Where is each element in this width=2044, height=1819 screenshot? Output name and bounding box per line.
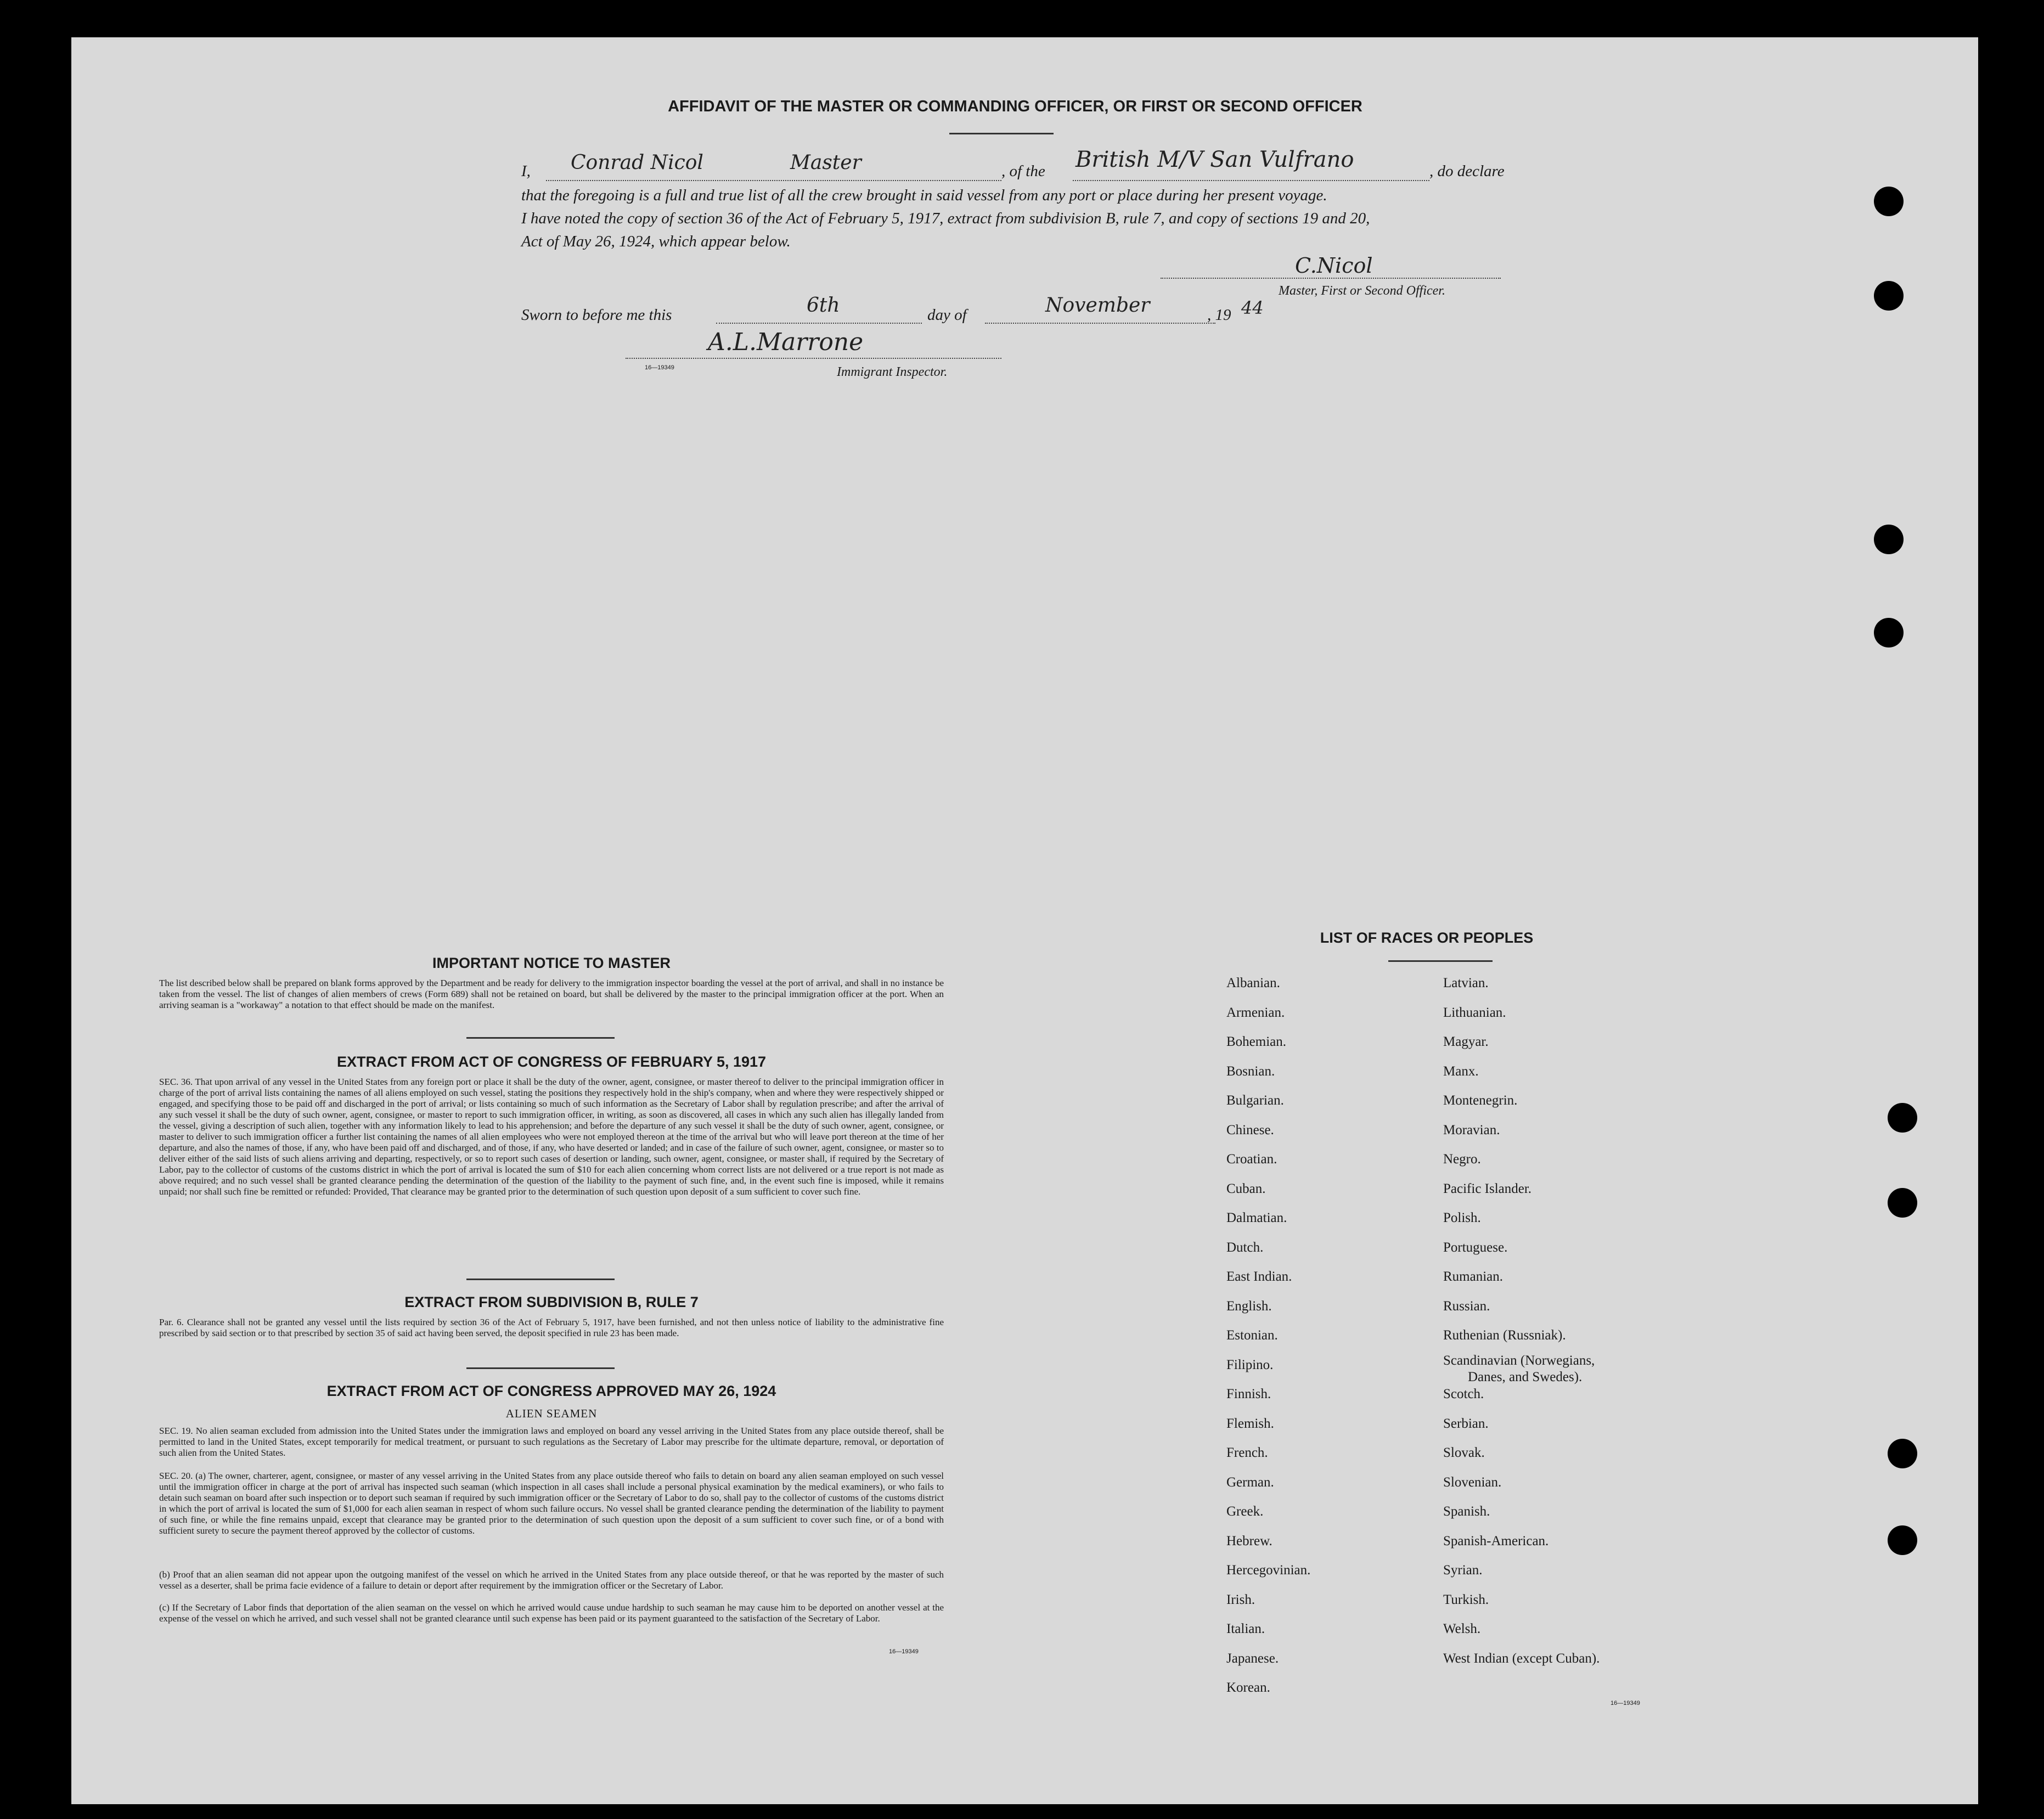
race-item: Polish. <box>1443 1210 1481 1225</box>
month-line <box>985 323 1215 324</box>
race-item: Syrian. <box>1443 1563 1483 1578</box>
race-item: Armenian. <box>1226 1005 1285 1020</box>
master-signature: C.Nicol <box>1295 254 1373 278</box>
race-item: Dalmatian. <box>1226 1210 1287 1225</box>
extract-rule7-title: EXTRACT FROM SUBDIVISION B, RULE 7 <box>404 1294 699 1310</box>
vessel-line <box>1073 180 1429 181</box>
race-item: Rumanian. <box>1443 1269 1504 1284</box>
punch-hole <box>1874 187 1904 216</box>
punch-hole <box>1874 525 1904 554</box>
race-item: French. <box>1226 1445 1268 1460</box>
sec-19-body: SEC. 19. No alien seaman excluded from admission into the United States under the immigration laws and employed on board any vessel arriving in the United States from any place outside thereof, shall be permitted to land in the United States, except temporarily for medical treatment, or pursuant to such regulations as the Secretary of Labor may prescribe for the ultimate departure, removal, or deportation of such alien from the United States. <box>159 1426 944 1458</box>
race-item: Pacific Islander. <box>1443 1181 1532 1196</box>
affidavit-line-4: Act of May 26, 1924, which appear below. <box>521 233 791 250</box>
day-of-label: day of <box>927 306 967 324</box>
extract-1924-title: EXTRACT FROM ACT OF CONGRESS APPROVED MAY 26, 1924 <box>326 1383 776 1399</box>
race-item: Lithuanian. <box>1443 1005 1506 1020</box>
notice-body: The list described below shall be prepared on blank forms approved by the Department and be ready for delivery to the immigration inspector boarding the vessel at the port of arrival, and shall in no instance be taken from the vessel. The list of changes of alien members of crews (Form 689) shall not be retained on board, but shall be delivered by the master to the principal immigration officer at the port. When an arriving seaman is a "workaway" a notation to that effect should be made on the manifest. <box>159 978 944 1010</box>
extract-1917-body: SEC. 36. That upon arrival of any vessel in the United States from any foreign port or place it shall be the duty of the owner, agent, consignee, or master thereof to deliver to the principal immigration officer in charge of the port of arrival lists containing the names of all aliens employed on such vessel, stating the positions they respectively hold in the ship's company, when and where they were respectively shipped or engaged, and specifying those to be paid off and discharged in the port of arrival; or lists containing so much of such information as the Secretary of Labor shall by regulation prescribe; and after the arrival of any such vessel it shall be the duty of such owner, agent, consignee, or master to report to such immigration officer, in writing, as soon as discovered, all cases in which any such alien has illegally landed from the vessel, giving a description of such alien, together with any information likely to lead to his apprehension; and before the departure of any such vessel it shall be the duty of such owner, agent, consignee, or master to deliver to such immigration officer a further list containing the names of all alien employees who were not employed thereon at the time of the arrival but who will leave port thereon at the time of her departure, and also the names of those, if any, who have been paid off and discharged, and of those, if any, who have deserted or landed; and in case of the failure of such owner, agent, consignee, or master so to deliver either of the said lists of such aliens arriving and departing, respectively, or so to report such cases of desertion or landing, such owner, agent, consignee, or master shall, if required by the Secretary of Labor, pay to the collector of customs of the customs district in which the port of arrival is located the sum of $10 for each alien concerning whom correct lists are not delivered or a true report is not made as above required; and no such vessel shall be granted clearance pending the determination of the question of the liability to the payment of such fine, and, in the event such fine is imposed, while it remains unpaid; nor shall such fine be remitted or refunded: Provided, That clearance may be granted prior to the determination of such question upon deposit of a sum sufficient to cover such fine. <box>159 1077 944 1197</box>
punch-hole <box>1888 1439 1917 1468</box>
race-item: Bulgarian. <box>1226 1093 1284 1108</box>
form-number: 16—19349 <box>1611 1700 1640 1707</box>
race-item: Serbian. <box>1443 1416 1489 1431</box>
month-handwritten: November <box>1045 294 1150 317</box>
inspector-signature: A.L.Marrone <box>708 328 864 356</box>
master-name-handwritten: Conrad Nicol <box>571 151 703 174</box>
race-item: Estonian. <box>1226 1328 1278 1343</box>
race-item: Slovak. <box>1443 1445 1485 1460</box>
affidavit-line-2: that the foregoing is a full and true list of all the crew brought in said vessel from any port or place during her present voyage. <box>521 187 1327 204</box>
day-handwritten: 6th <box>807 294 840 317</box>
race-item: Moravian. <box>1443 1122 1500 1137</box>
inspector-line <box>626 358 1001 359</box>
affidavit-i: I, <box>521 162 531 180</box>
race-item: Danes, and Swedes). <box>1468 1369 1583 1384</box>
divider <box>466 1279 615 1280</box>
year-handwritten: 44 <box>1241 297 1264 318</box>
sworn-label: Sworn to before me this <box>521 306 672 324</box>
race-item: Ruthenian (Russniak). <box>1443 1328 1566 1343</box>
race-item: Bohemian. <box>1226 1034 1287 1049</box>
affidavit-title: AFFIDAVIT OF THE MASTER OR COMMANDING OFFICER, OR FIRST OR SECOND OFFICER <box>668 98 1362 115</box>
race-item: Flemish. <box>1226 1416 1274 1431</box>
race-item: Dutch. <box>1226 1240 1264 1255</box>
punch-hole <box>1888 1525 1917 1555</box>
race-item: Latvian. <box>1443 976 1489 990</box>
race-item: Spanish-American. <box>1443 1533 1549 1548</box>
race-item: Hercegovinian. <box>1226 1563 1311 1578</box>
affidavit-line-3: I have noted the copy of section 36 of the Act of February 5, 1917, extract from subdivision B, rule 7, and copy of sections 19 and 20, <box>521 210 1370 227</box>
do-declare-label: , do declare <box>1429 162 1505 180</box>
day-line <box>716 323 922 324</box>
rank-handwritten: Master <box>790 151 861 174</box>
race-item: Albanian. <box>1226 976 1280 990</box>
punch-hole <box>1874 618 1904 647</box>
race-item: Spanish. <box>1443 1504 1490 1519</box>
race-item: Hebrew. <box>1226 1533 1272 1548</box>
vessel-name-handwritten: British M/V San Vulfrano <box>1076 147 1354 172</box>
year-prefix: , 19 <box>1207 306 1231 324</box>
signature-label: Master, First or Second Officer. <box>1279 284 1445 298</box>
race-item: Filipino. <box>1226 1357 1274 1372</box>
extract-1917-title: EXTRACT FROM ACT OF CONGRESS OF FEBRUARY 5, 1917 <box>336 1054 767 1070</box>
divider <box>466 1367 615 1369</box>
race-item: Russian. <box>1443 1298 1490 1314</box>
race-item: Negro. <box>1443 1152 1481 1167</box>
race-item: East Indian. <box>1226 1269 1292 1284</box>
race-item: Turkish. <box>1443 1592 1489 1607</box>
race-item: German. <box>1226 1474 1274 1490</box>
form-number: 16—19349 <box>645 364 674 371</box>
race-item: Montenegrin. <box>1443 1093 1518 1108</box>
race-item: Irish. <box>1226 1592 1255 1607</box>
notice-title: IMPORTANT NOTICE TO MASTER <box>432 955 671 971</box>
form-number: 16—19349 <box>889 1648 919 1655</box>
divider <box>949 133 1054 134</box>
race-item: Cuban. <box>1226 1181 1266 1196</box>
extract-rule7-body: Par. 6. Clearance shall not be granted any vessel until the lists required by section 36 of the Act of February 5, 1917, have been furnished, and not then unless notice of liability to the administrative fine prescribed by said section or to that prescribed by section 35 of said act having been served, the deposit specified in rule 23 has been made. <box>159 1317 944 1338</box>
race-item: Korean. <box>1226 1680 1270 1695</box>
divider <box>466 1037 615 1039</box>
divider <box>1388 960 1493 962</box>
race-item: Welsh. <box>1443 1621 1481 1636</box>
race-item: Slovenian. <box>1443 1474 1502 1490</box>
race-item: Italian. <box>1226 1621 1265 1636</box>
sec-20c-body: (c) If the Secretary of Labor finds that deportation of the alien seaman on the vessel on which he arrived would cause undue hardship to such seaman he may cause him to be deported on another vessel at the expense of the vessel on which he arrived, and such vessel shall not be granted clearance until such expense has been paid or its payment guaranteed to the satisfaction of the Secretary of Labor. <box>159 1602 944 1624</box>
race-item: Finnish. <box>1226 1387 1271 1401</box>
race-item: Croatian. <box>1226 1152 1277 1167</box>
race-item: West Indian (except Cuban). <box>1443 1651 1600 1666</box>
punch-hole <box>1888 1188 1917 1218</box>
sec-20a-body: SEC. 20. (a) The owner, charterer, agent, consignee, or master of any vessel arriving in the United States from any place outside thereof who fails to detain on board any alien seaman employed on such vessel until the immigration officer in charge at the port of arrival has inspected such seaman (which inspection in all cases shall include a personal physical examination by the medical examiners), or who fails to detain such seaman on board after such inspection or to deport such seaman if required by such immigration officer or the Secretary of Labor to do so, shall pay to the collector of customs of the customs district in which the port of arrival is located the sum of $1,000 for each alien seaman in respect of whom such failure occurs. No vessel shall be granted clearance pending the determination of the liability to payment of such fine, or while the fine remains unpaid, except that clearance may be granted prior to the determination of such question upon the deposit of a sum sufficient to cover such fine, or of a bond with sufficient surety to secure the payment thereof approved by the collector of customs. <box>159 1471 944 1536</box>
extract-1924-subtitle: ALIEN SEAMEN <box>505 1407 598 1420</box>
punch-hole <box>1874 281 1904 311</box>
race-item: Chinese. <box>1226 1122 1274 1137</box>
race-item: English. <box>1226 1298 1272 1314</box>
race-item: Scotch. <box>1443 1387 1484 1401</box>
race-item: Greek. <box>1226 1504 1264 1519</box>
of-the-label: , of the <box>1001 162 1045 180</box>
race-item: Magyar. <box>1443 1034 1489 1049</box>
sec-20b-body: (b) Proof that an alien seaman did not appear upon the outgoing manifest of the vessel on which he arrived in the United States from any place outside thereof, or that he was reported by the master of such vessel as a deserter, shall be prima facie evidence of a failure to detain or deport after requirement by the immigration officer or the Secretary of Labor. <box>159 1569 944 1591</box>
race-item: Bosnian. <box>1226 1063 1275 1079</box>
document-page <box>71 37 1978 1804</box>
race-item: Japanese. <box>1226 1651 1279 1666</box>
races-title: LIST OF RACES OR PEOPLES <box>1320 930 1534 946</box>
race-item: Manx. <box>1443 1063 1479 1079</box>
punch-hole <box>1888 1103 1917 1133</box>
name-line <box>546 180 1001 181</box>
inspector-label: Immigrant Inspector. <box>837 365 948 379</box>
race-item: Portuguese. <box>1443 1240 1508 1255</box>
race-item: Scandinavian (Norwegians, <box>1443 1353 1595 1368</box>
